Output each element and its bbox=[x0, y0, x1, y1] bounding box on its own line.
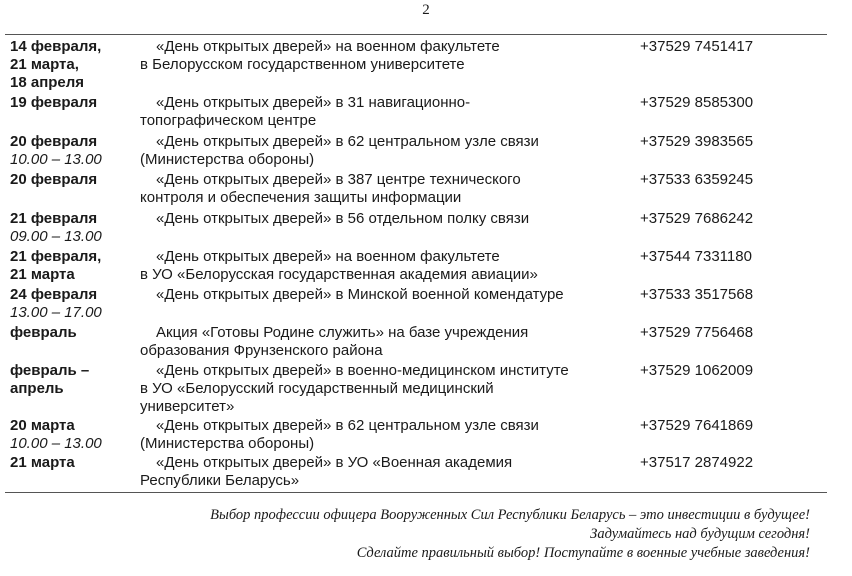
event-date: 20 февраля bbox=[10, 171, 98, 188]
event-description: «День открытых дверей» на военном факультете в Белорусском государственном университете bbox=[140, 38, 500, 73]
event-description: «День открытых дверей» в 387 центре технического контроля и обеспечения защиты информации bbox=[140, 171, 521, 206]
event-description: «День открытых дверей» в 56 отдельном полку связи bbox=[156, 210, 530, 227]
event-description: «День открытых дверей» в 31 навигационно- топографическом центре bbox=[140, 94, 471, 129]
event-description: «День открытых дверей» на военном факультете в УО «Белорусская государственная академия авиации» bbox=[140, 248, 538, 283]
event-description: «День открытых дверей» в 62 центральном узле связи (Министерства обороны) bbox=[140, 417, 539, 452]
page-number: 2 bbox=[422, 2, 430, 18]
event-description: «День открытых дверей» в УО «Военная академия Республики Беларусь» bbox=[140, 454, 513, 489]
event-time: 10.00 – 13.00 bbox=[10, 151, 102, 168]
event-date: 20 марта 10.00 – 13.00 bbox=[10, 417, 140, 453]
event-description: Акция «Готовы Родине служить» на базе учреждения образования Фрунзенского района bbox=[140, 324, 529, 359]
event-description: «День открытых дверей» в 62 центральном узле связи (Министерства обороны) bbox=[140, 133, 539, 168]
event-date: 24 февраля 13.00 – 17.00 bbox=[10, 286, 140, 322]
event-phone: +37529 1062009 bbox=[640, 362, 754, 379]
event-description: «День открытых дверей» в Минской военной комендатуре bbox=[156, 286, 564, 303]
slogan-line: Сделайте правильный выбор! Поступайте в военные учебные заведения! bbox=[356, 545, 810, 561]
event-phone: +37517 2874922 bbox=[640, 454, 754, 471]
table-bottom-rule bbox=[5, 492, 827, 493]
event-phone: +37529 7756468 bbox=[640, 324, 754, 341]
event-date: 19 февраля bbox=[10, 94, 98, 111]
event-time: 10.00 – 13.00 bbox=[10, 435, 102, 452]
footer-slogan bbox=[90, 506, 810, 563]
slogan-line: Выбор профессии офицера Вооруженных Сил Республики Беларусь – это инвестиции в будущее! bbox=[210, 507, 810, 523]
event-date: 20 февраля 10.00 – 13.00 bbox=[10, 133, 140, 169]
event-phone: +37529 7686242 bbox=[640, 210, 754, 227]
event-date: 21 февраля 09.00 – 13.00 bbox=[10, 210, 140, 246]
event-phone: +37544 7331180 bbox=[640, 248, 752, 265]
event-date: 21 марта bbox=[10, 454, 75, 471]
event-phone: +37529 7451417 bbox=[640, 38, 754, 55]
slogan-line: Задумайтесь над будущим сегодня! bbox=[590, 526, 810, 542]
event-date: 14 февраля, 21 марта, 18 апреля bbox=[10, 38, 102, 91]
event-date: февраль bbox=[10, 324, 77, 341]
event-date: 21 февраля, 21 марта bbox=[10, 248, 102, 283]
event-date: февраль – апрель bbox=[10, 362, 90, 397]
event-phone: +37533 3517568 bbox=[640, 286, 754, 303]
table-top-rule bbox=[5, 34, 827, 35]
event-description: «День открытых дверей» в военно-медицинском институте в УО «Белорусский государственный медицинский университет» bbox=[140, 362, 569, 415]
event-phone: +37529 3983565 bbox=[640, 133, 754, 150]
event-phone: +37529 7641869 bbox=[640, 417, 754, 434]
event-time: 09.00 – 13.00 bbox=[10, 228, 102, 245]
event-phone: +37533 6359245 bbox=[640, 171, 754, 188]
event-phone: +37529 8585300 bbox=[640, 94, 754, 111]
event-time: 13.00 – 17.00 bbox=[10, 304, 102, 321]
